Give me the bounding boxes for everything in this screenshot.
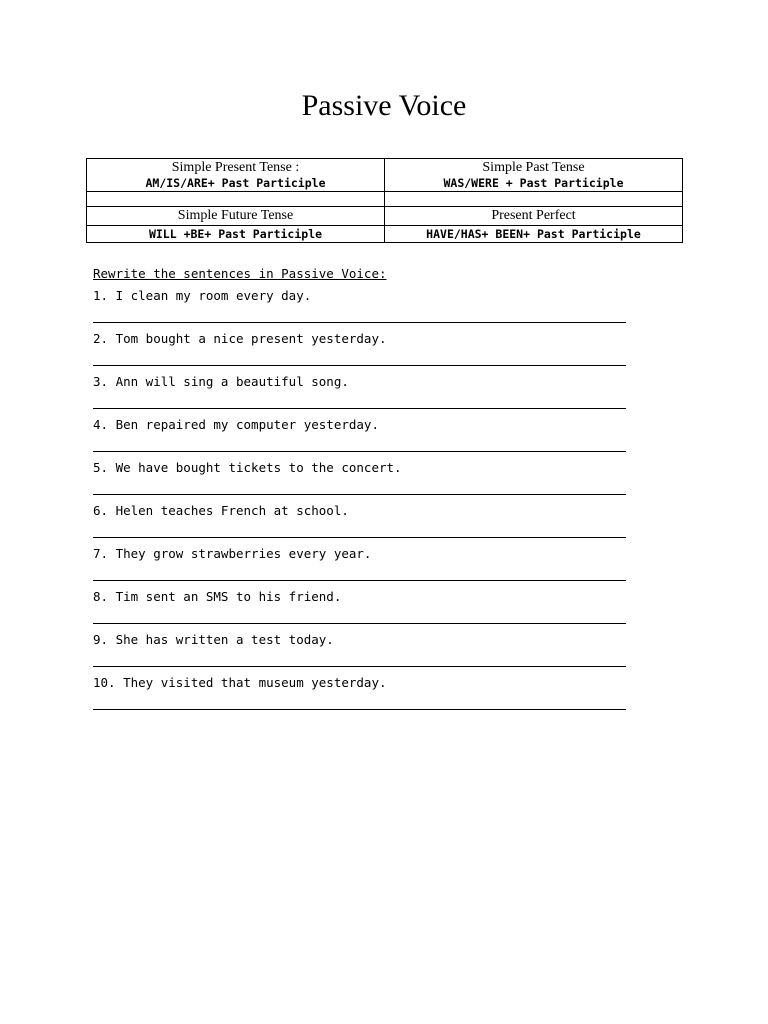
exercise-sentence: 4. Ben repaired my computer yesterday. — [93, 417, 379, 432]
exercise-list — [93, 286, 626, 716]
answer-line[interactable] — [93, 537, 626, 538]
exercise-sentence: 8. Tim sent an SMS to his friend. — [93, 589, 342, 604]
exercise-item — [93, 587, 626, 630]
exercise-item — [93, 501, 626, 544]
answer-line[interactable] — [93, 365, 626, 366]
tense-formula: WILL +BE+ Past Participle — [148, 226, 323, 241]
exercise-sentence: 10. They visited that museum yesterday. — [93, 675, 387, 690]
answer-line[interactable] — [93, 623, 626, 624]
answer-line[interactable] — [93, 666, 626, 667]
exercise-sentence: 2. Tom bought a nice present yesterday. — [93, 331, 387, 346]
exercise-item — [93, 286, 626, 329]
exercise-sentence: 1. I clean my room every day. — [93, 288, 312, 303]
tense-name: Simple Future Tense — [177, 208, 294, 223]
exercise-sentence: 5. We have bought tickets to the concert. — [93, 460, 402, 475]
exercise-item — [93, 544, 626, 587]
exercise-sentence: 3. Ann will sing a beautiful song. — [93, 374, 349, 389]
tense-name: Present Perfect — [491, 208, 576, 223]
tense-table — [86, 158, 683, 243]
exercise-sentence: 9. She has written a test today. — [93, 632, 334, 647]
tense-cell-simple-future — [87, 207, 385, 226]
tense-formula: AM/IS/ARE+ Past Participle — [145, 175, 326, 190]
exercise-item — [93, 372, 626, 415]
answer-line[interactable] — [93, 408, 626, 409]
table-row — [87, 226, 683, 243]
tense-name: Simple Past Tense — [482, 159, 585, 175]
instructions: Rewrite the sentences in Passive Voice: — [93, 266, 387, 281]
table-row — [87, 159, 683, 192]
tense-cell-present-perfect — [385, 207, 683, 226]
answer-line[interactable] — [93, 580, 626, 581]
formula-cell-simple-future — [87, 226, 385, 243]
page-title: Passive Voice — [301, 89, 467, 122]
empty-cell — [87, 192, 385, 207]
exercise-item — [93, 630, 626, 673]
exercise-item — [93, 458, 626, 501]
table-row — [87, 207, 683, 226]
answer-line[interactable] — [93, 451, 626, 452]
tense-formula: WAS/WERE + Past Participle — [443, 175, 624, 190]
exercise-sentence: 6. Helen teaches French at school. — [93, 503, 349, 518]
exercise-sentence: 7. They grow strawberries every year. — [93, 546, 372, 561]
tense-name: Simple Present Tense : — [171, 159, 300, 175]
tense-cell-simple-past — [385, 159, 683, 192]
empty-cell — [385, 192, 683, 207]
tense-formula: HAVE/HAS+ BEEN+ Past Participle — [426, 226, 641, 241]
exercise-item — [93, 673, 626, 716]
exercise-item — [93, 329, 626, 372]
tense-cell-simple-present — [87, 159, 385, 192]
answer-line[interactable] — [93, 709, 626, 710]
answer-line[interactable] — [93, 322, 626, 323]
formula-cell-present-perfect — [385, 226, 683, 243]
exercise-item — [93, 415, 626, 458]
table-spacer-row — [87, 192, 683, 207]
answer-line[interactable] — [93, 494, 626, 495]
